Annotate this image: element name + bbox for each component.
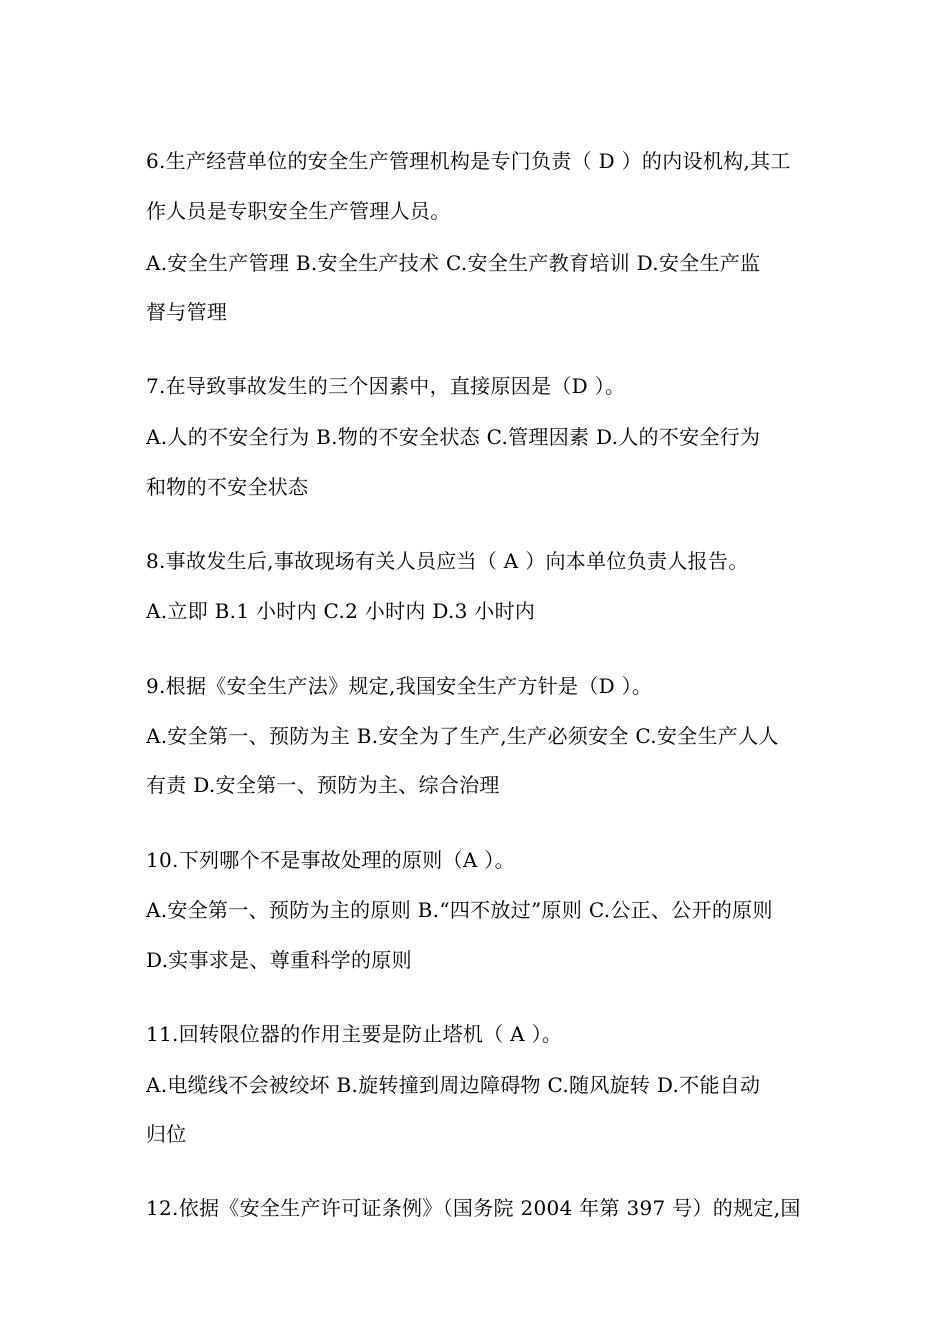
question-6-stem-line-2: 作人员是专职安全生产管理人员。 [146, 199, 451, 223]
question-7-options-line-2: 和物的不安全状态 [146, 475, 309, 499]
question-7-stem-line-1: 7.在导致事故发生的三个因素中，直接原因是（D ）。 [146, 374, 626, 398]
question-9-options-line-1: A.安全第一、预防为主 B.安全为了生产,生产必须安全 C.安全生产人人 [146, 724, 779, 748]
question-7-options-line-1: A.人的不安全行为 B.物的不安全状态 C.管理因素 D.人的不安全行为 [146, 425, 761, 449]
question-11-stem-line-1: 11.回转限位器的作用主要是防止塔机（ A ）。 [146, 1022, 563, 1046]
question-8-stem-line-1: 8.事故发生后,事故现场有关人员应当（ A ）向本单位负责人报告。 [146, 549, 749, 573]
question-11-options-line-1: A.电缆线不会被绞坏 B.旋转撞到周边障碍物 C.随风旋转 D.不能自动 [146, 1073, 761, 1097]
question-10-options-line-1: A.安全第一、预防为主的原则 B.“四不放过”原则 C.公正、公开的原则 [146, 898, 773, 922]
question-6-options-line-2: 督与管理 [146, 300, 228, 324]
question-9-options-line-2: 有责 D.安全第一、预防为主、综合治理 [146, 773, 500, 797]
question-11-options-line-2: 归位 [146, 1122, 187, 1146]
question-10-options-line-2: D.实事求是、尊重科学的原则 [146, 948, 412, 972]
question-9-stem-line-1: 9.根据《安全生产法》规定,我国安全生产方针是（D ）。 [146, 674, 653, 698]
question-6-options-line-1: A.安全生产管理 B.安全生产技术 C.安全生产教育培训 D.安全生产监 [146, 251, 761, 275]
question-8-options-line-1: A.立即 B.1 小时内 C.2 小时内 D.3 小时内 [146, 599, 536, 623]
question-6-stem-line-1: 6.生产经营单位的安全生产管理机构是专门负责（ D ）的内设机构,其工 [146, 149, 791, 173]
question-12-stem-line-1: 12.依据《安全生产许可证条例》（国务院 2004 年第 397 号）的规定,国 [146, 1196, 801, 1220]
question-10-stem-line-1: 10.下列哪个不是事故处理的原则（A ）。 [146, 848, 515, 872]
